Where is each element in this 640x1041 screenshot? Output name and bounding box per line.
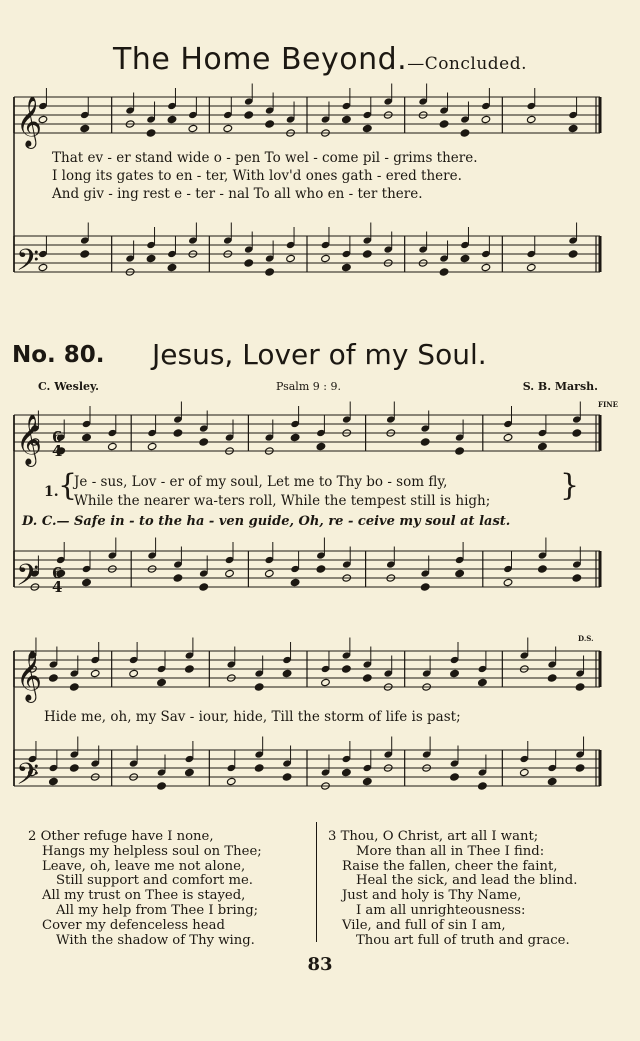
hymn2-bass-1-note xyxy=(225,569,235,577)
hymn2-treble-2-note xyxy=(450,669,460,677)
stanza-3-line: 3 Thou, O Christ, art all I want; xyxy=(328,829,539,844)
hymn2-credits xyxy=(38,380,598,398)
stanza-3-line: More than all in Thee I find: xyxy=(356,843,545,859)
treble-clef-icon: 𝄞 xyxy=(16,414,43,465)
hymn1-bass-note xyxy=(568,250,578,258)
hymn2-title: Jesus, Lover of my Soul. xyxy=(152,338,487,371)
hymn2-bass-1-note xyxy=(538,565,548,573)
hymn2-bass-1-note xyxy=(173,574,183,582)
treble-clef-icon: 𝄞 xyxy=(16,96,43,147)
bass-clef-icon: 𝄢 xyxy=(16,244,40,285)
hymn2-treble-1-note xyxy=(108,442,118,450)
hymn2-bass-2-note xyxy=(519,768,529,776)
hymn2-bass-1-note xyxy=(420,583,430,591)
fine-mark: FINE xyxy=(598,400,618,409)
stanza-2-line: With the shadow of Thy wing. xyxy=(56,932,255,948)
stanza-3-line: Vile, and full of sin I am, xyxy=(342,917,506,933)
hymn2-treble-2-note xyxy=(321,678,331,686)
hymn2-bass-1-note xyxy=(316,565,326,573)
hymn1-lyric-line-2: I long its gates to en - ter, With lov'd ones gath - ered there. xyxy=(52,168,462,184)
hymn1-bass-note xyxy=(244,259,254,267)
hymn1-title-suffix: —Concluded. xyxy=(407,54,528,74)
hymn2-treble-1-note xyxy=(290,433,300,441)
hymn2-treble-2-note xyxy=(575,683,585,691)
stanza-2-line: 2 Other refuge have I none, xyxy=(28,829,214,844)
hymn2-bass-2-note xyxy=(342,768,352,776)
hymn2-treble-2-note xyxy=(49,674,59,682)
hymn2-bass-1-note xyxy=(265,569,275,577)
hymn2-bass-1-note xyxy=(503,578,513,586)
treble-clef-icon: 𝄞 xyxy=(16,650,43,701)
hymn2-treble-2-note xyxy=(254,683,264,691)
hymn2-bass-2-note xyxy=(575,764,585,772)
hymn2-treble-2-note xyxy=(363,674,373,682)
hymn2-bass-2-note xyxy=(49,777,59,785)
hymn2-bass-1-note xyxy=(82,578,92,586)
hymn1-treble-note xyxy=(80,124,90,132)
hymn2-bass-2-note xyxy=(282,773,292,781)
hymn2-treble-1-note xyxy=(173,429,183,437)
hymn1-treble-note xyxy=(146,129,156,137)
hymn1-treble-note xyxy=(526,115,536,123)
hymn2-treble-2-note xyxy=(129,669,139,677)
hymn1-bass-note xyxy=(321,254,331,262)
stanza-3-line: I am all unrighteousness: xyxy=(356,902,526,918)
hymn2-treble-1-note xyxy=(147,442,157,450)
hymn1-bass-note xyxy=(526,263,536,271)
hymn2-treble-1-note xyxy=(199,438,209,446)
stanza-2-line: All my trust on Thee is stayed, xyxy=(42,888,246,904)
hymn1-bass-note xyxy=(265,268,275,276)
hymn2-treble-1-note xyxy=(455,447,465,455)
hymn2-bass-2-note xyxy=(547,777,557,785)
hymn1-treble-note xyxy=(265,120,275,128)
hymn1-bass-note xyxy=(460,254,470,262)
hymn2-bass-2-note xyxy=(70,764,80,772)
left-brace: { xyxy=(58,468,78,503)
hymn2-bass-2-note xyxy=(185,768,195,776)
time-signature: 6 xyxy=(52,564,63,582)
hymn1-treble-note xyxy=(167,115,177,123)
page-number: 83 xyxy=(307,954,333,975)
time-signature: 4 xyxy=(52,578,63,596)
stanza-3-line: Heal the sick, and lead the blind. xyxy=(356,873,578,889)
hymn2-bass-2-note xyxy=(478,782,488,790)
stanza-2-line: All my help from Thee I bring; xyxy=(56,902,259,918)
stanza-2 xyxy=(28,830,262,948)
hymn2-treble-2-note xyxy=(478,678,488,686)
hymn2-bass-2-note xyxy=(157,782,167,790)
hymn1-bass-note xyxy=(38,263,48,271)
hymn2-treble-2-note xyxy=(157,678,167,686)
hymn1-treble-note xyxy=(439,120,449,128)
hymn1-treble-note xyxy=(244,111,254,119)
hymn2-treble-1-note xyxy=(316,442,326,450)
dc-lyric-line: Safe in - to the ha - ven guide, Oh, re - ceive my soul at last. xyxy=(74,514,511,529)
hymn1-bass-note xyxy=(80,250,90,258)
stanza-2-line: Still support and comfort me. xyxy=(56,873,253,889)
right-brace: } xyxy=(560,468,580,503)
hymn1-treble-note xyxy=(188,124,198,132)
hymn2-treble-1-note xyxy=(572,429,582,437)
hymn2-bass-1-note xyxy=(455,569,465,577)
stanza-divider xyxy=(316,822,317,942)
hymn1-bass-note xyxy=(439,268,449,276)
stanza-3-line: Raise the fallen, cheer the faint, xyxy=(342,858,558,874)
stanza-2-line: Leave, oh, leave me not alone, xyxy=(42,858,246,874)
hymn2-treble-2-note xyxy=(70,683,80,691)
hymn2-treble-2-note xyxy=(185,665,195,673)
author: C. Wesley. xyxy=(38,380,100,393)
hymn2-lyric-line-1: Je - sus, Lov - er of my soul, Let me to Thy bo - som fly, xyxy=(74,474,448,490)
hymn2-bass-1-note xyxy=(572,574,582,582)
composer: S. B. Marsh. xyxy=(522,380,598,393)
stanza-2-line: Hangs my helpless soul on Thee; xyxy=(42,843,262,859)
hymn1-treble-note xyxy=(481,115,491,123)
ds-mark: D.S. xyxy=(578,634,594,643)
hymn2-treble-1-note xyxy=(82,433,92,441)
hymn2-lyric-line-2: While the nearer wa-ters roll, While the tempest still is high; xyxy=(74,493,491,509)
hymn2-bass-1-note xyxy=(290,578,300,586)
hymn2-bass-2-note xyxy=(363,777,373,785)
stanza-3-line: Just and holy is Thy Name, xyxy=(342,888,522,904)
hymn2-treble-1-note xyxy=(538,442,548,450)
hymn1-treble-note xyxy=(568,124,578,132)
hymn2-bass-1-note xyxy=(199,583,209,591)
hymn1-treble-note xyxy=(342,115,352,123)
hymn1-title-text: The Home Beyond. xyxy=(112,42,408,77)
hymn2-treble-1-note xyxy=(420,438,430,446)
hymn1-bass-note xyxy=(342,263,352,271)
hymn1-bass-note xyxy=(481,263,491,271)
stanza-3-line: Thou art full of truth and grace. xyxy=(356,932,570,948)
bass-clef-icon: 𝄢 xyxy=(16,758,40,799)
hymn2-bass-2-note xyxy=(254,764,264,772)
bass-clef-icon: 𝄢 xyxy=(16,559,40,600)
hymn1-lyric-line-3: And giv - ing rest e - ter - nal To all who en - ter there. xyxy=(52,186,423,202)
stanza-2-line: Cover my defenceless head xyxy=(42,917,225,933)
hymn1-lyric-line-1: That ev - er stand wide o - pen To wel - come pil - grims there. xyxy=(52,150,478,166)
time-signature: 6 xyxy=(52,428,63,446)
hymn2-lyric-line-3: Hide me, oh, my Sav - iour, hide, Till the storm of life is past; xyxy=(44,709,461,725)
stanza-3 xyxy=(328,830,577,948)
hymn2-treble-2-note xyxy=(90,669,100,677)
hymn1-title xyxy=(0,42,640,77)
dc-label: D. C.— xyxy=(22,514,70,529)
hymn1-bass-note xyxy=(146,254,156,262)
scripture-reference: Psalm 9 : 9. xyxy=(276,380,341,393)
hymn2-bass-2-note xyxy=(450,773,460,781)
hymn2-treble-2-note xyxy=(342,665,352,673)
hymn2-treble-1-note xyxy=(503,433,513,441)
hymn2-treble-2-note xyxy=(547,674,557,682)
verse-number: 1. xyxy=(44,484,59,500)
hymn2-header xyxy=(12,338,628,378)
hymn2-treble-2-note xyxy=(282,669,292,677)
hymn1-bass-note xyxy=(286,254,296,262)
hymn1-bass-note xyxy=(167,263,177,271)
hymn2-bass-2-note xyxy=(226,777,236,785)
hymn-number: No. 80. xyxy=(12,342,105,368)
hymn1-treble-note xyxy=(363,124,373,132)
hymn1-treble-note xyxy=(223,124,233,132)
hymn1-bass-note xyxy=(363,250,373,258)
hymn1-treble-note xyxy=(460,129,470,137)
time-signature: 4 xyxy=(52,442,63,460)
